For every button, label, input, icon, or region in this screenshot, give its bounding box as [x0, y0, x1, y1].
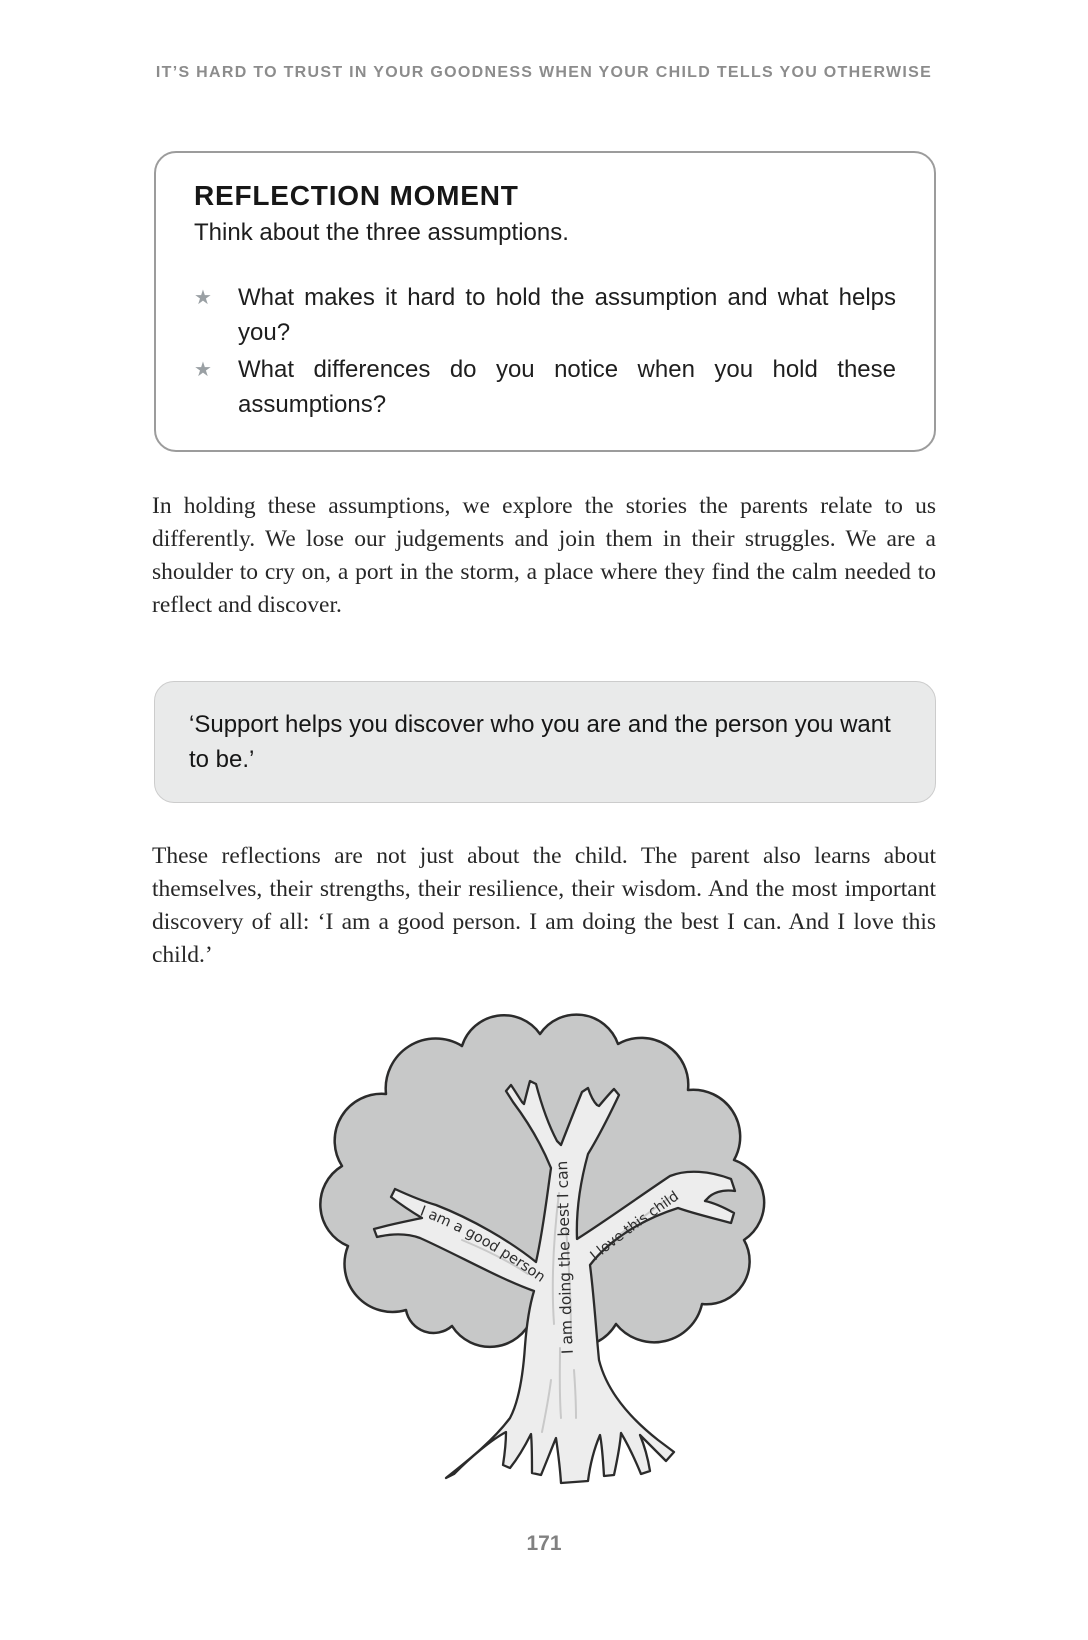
- bullet-text: What makes it hard to hold the assumption and what helps you?: [238, 284, 896, 346]
- reflection-intro: Think about the three assumptions.: [194, 219, 569, 246]
- bullet-text: What differences do you notice when you hold these assumptions?: [238, 356, 896, 418]
- reflection-title: REFLECTION MOMENT: [194, 180, 519, 211]
- branch-text-right: I love this child: [587, 1188, 682, 1264]
- parent-tree-illustration: [314, 988, 774, 1498]
- page-number: 171: [526, 1532, 562, 1555]
- body-paragraph-2: These reflections are not just about the child. The parent also learns about themselves, their strengths, their resilience, their wisdom. And the most important discovery of all: ‘I am a good person. I am doing the best I can. And I love this child.’: [152, 843, 936, 968]
- trunk-text: I am doing the best I can: [553, 1160, 577, 1355]
- list-item: [194, 280, 896, 350]
- star-icon: ★: [194, 357, 212, 381]
- quote-text: ‘Support helps you discover who you are and the person you want to be.’: [189, 711, 891, 773]
- reflection-moment-box: [154, 151, 936, 452]
- body-paragraph-1: In holding these assumptions, we explore the stories the parents relate to us differently. We lose our judgements and join them in their struggles. We are a shoulder to cry on, a port in the storm, a place where they find the calm needed to reflect and discover.: [152, 493, 936, 618]
- quote-box: [154, 681, 936, 803]
- branch-text-left: I am a good person: [417, 1203, 548, 1286]
- running-header: IT’S HARD TO TRUST IN YOUR GOODNESS WHEN YOUR CHILD TELLS YOU OTHERWISE: [155, 64, 933, 81]
- list-item: [194, 352, 896, 422]
- bullet-list: [194, 280, 896, 422]
- star-icon: ★: [194, 285, 212, 309]
- tree-svg: [314, 988, 774, 1498]
